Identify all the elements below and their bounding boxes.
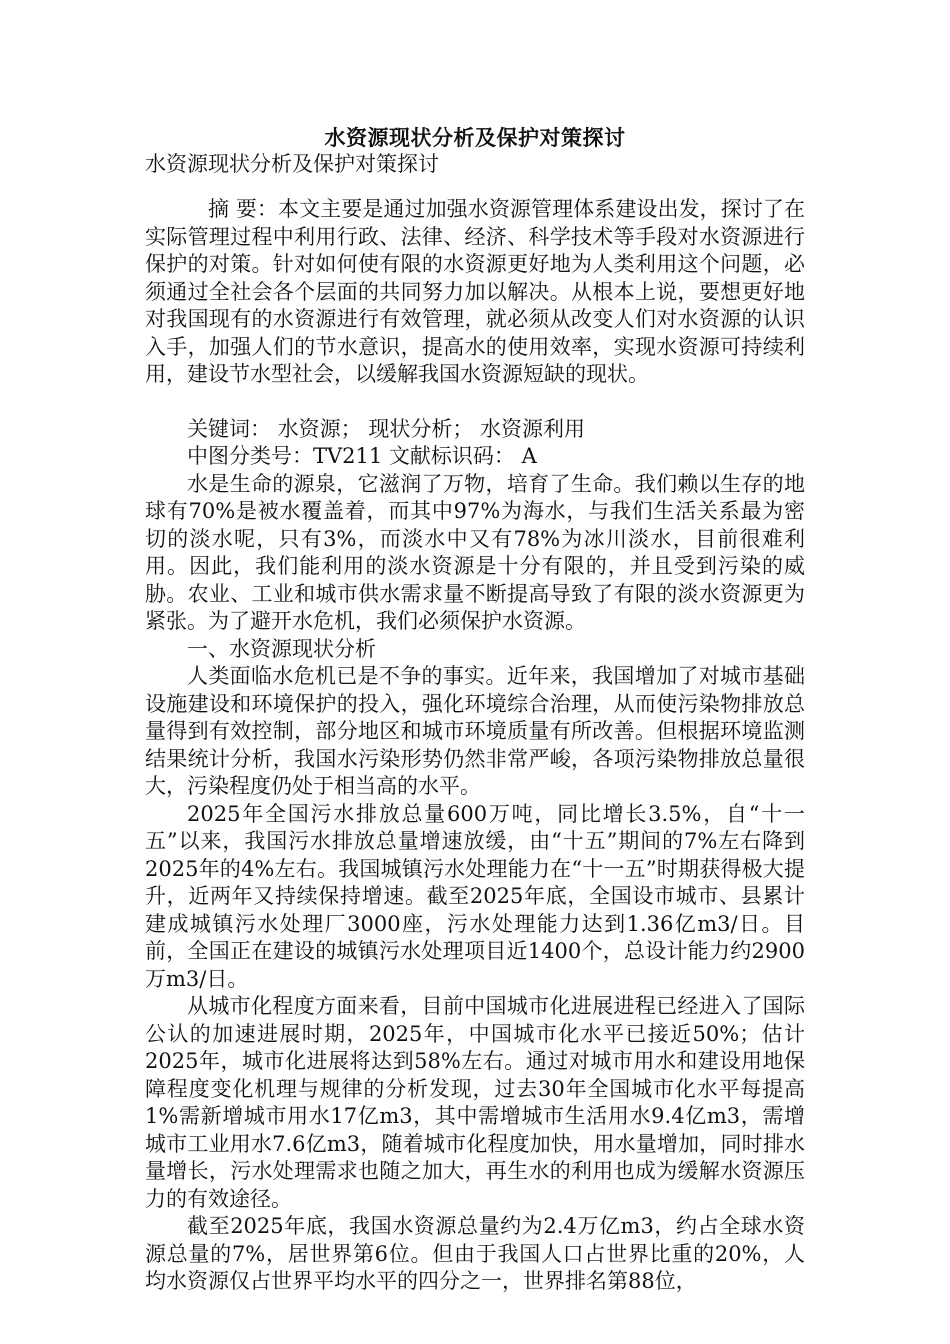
section-heading: 一、水资源现状分析: [187, 636, 376, 661]
abstract-paragraph: 摘 要：本文主要是通过加强水资源管理体系建设出发，探讨了在实际管理过程中利用行政、法律、经济、科学技术等手段对水资源进行保护的对策。针对如何使有限的水资源更好地为人类利用这个问题，必须通过全社会各个层面的共同努力加以解决。从根本上说，要想更好地对我国现有的水资源进行有效管理，就必须从改变人们对水资源的认识入手，加强人们的节水意识，提高水的使用效率，实现水资源可持续利用，建设节水型社会，以缓解我国水资源短缺的现状。: [145, 197, 805, 386]
body-paragraph: 2025年全国污水排放总量600万吨，同比增长3.5%，自“十一五”以来，我国污水排放总量增速放缓，由“十五”期间的7%左右降到2025年的4%左右。我国城镇污水处理能力在“十一五”时期获得极大提升，近两年又持续保持增速。截至2025年底，全国设市城市、县累计建成城镇污水处理厂3000座，污水处理能力达到1.36亿m3/日。目前，全国正在建设的城镇污水处理项目近1400个，总设计能力约2900万m3/日。: [145, 801, 805, 991]
body-paragraph: 从城市化程度方面来看，目前中国城市化进展进程已经进入了国际公认的加速进展时期，2025年，中国城市化水平已接近50%；估计2025年，城市化进展将达到58%左右。通过对城市用水和建设用地保障程度变化机理与规律的分析发现，过去30年全国城市化水平每提高1%需新增城市用水17亿m3，其中需增城市生活用水9.4亿m3，需增城市工业用水7.6亿m3，随着城市化程度加快，用水量增加，同时排水量增长，污水处理需求也随之加大，再生水的利用也成为缓解水资源压力的有效途径。: [145, 994, 805, 1211]
body-paragraph: 截至2025年底，我国水资源总量约为2.4万亿m3，约占全球水资源总量的7%，居世界第6位。但由于我国人口占世界比重的20%，人均水资源仅占世界平均水平的四分之一，世界排名第88位，: [145, 1214, 805, 1293]
body-paragraph: 人类面临水危机已是不争的事实。近年来，我国增加了对城市基础设施建设和环境保护的投入，强化环境综合治理，从而使污染物排放总量得到有效控制，部分地区和城市环境质量有所改善。但根据环境监测结果统计分析，我国水污染形势仍然非常严峻，各项污染物排放总量很大，污染程度仍处于相当高的水平。: [145, 664, 805, 798]
document-body: [145, 196, 805, 1296]
keywords-line: 关键词： 水资源； 现状分析； 水资源利用: [187, 416, 586, 441]
document-subtitle: 水资源现状分析及保护对策探讨: [145, 152, 439, 176]
document-title: 水资源现状分析及保护对策探讨: [324, 125, 626, 150]
body-paragraph: 水是生命的源泉，它滋润了万物，培育了生命。我们赖以生存的地球有70%是被水覆盖着，而其中97%为海水，与我们生活关系最为密切的淡水呢，只有3%，而淡水中又有78%为冰川淡水，目前很难利用。因此，我们能利用的淡水资源是十分有限的，并且受到污染的威胁。农业、工业和城市供水需求量不断提高导致了有限的淡水资源更为紧张。为了避开水危机，我们必须保护水资源。: [145, 471, 805, 633]
classification-line: 中图分类号：TV211 文献标识码： A: [187, 444, 537, 468]
